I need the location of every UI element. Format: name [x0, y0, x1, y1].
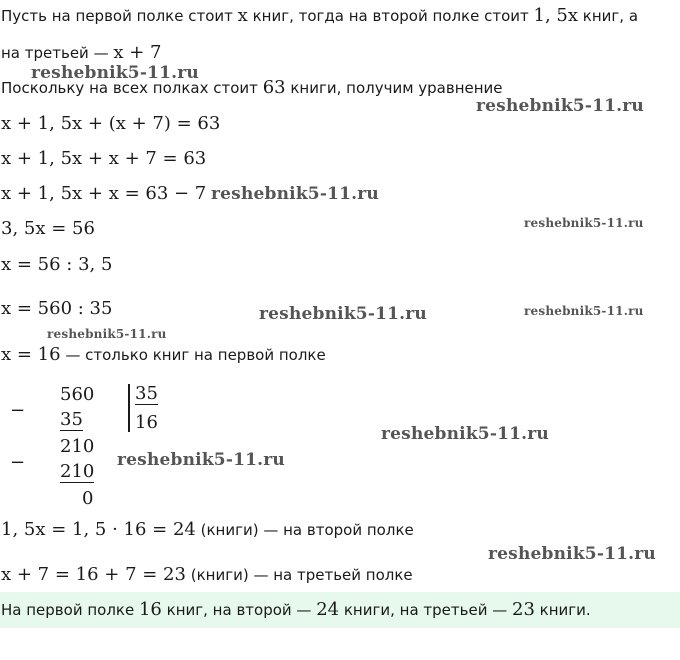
watermark: reshebnik5-11.ru	[524, 216, 644, 230]
divisor: 35	[135, 383, 158, 404]
watermark: reshebnik5-11.ru	[259, 304, 427, 324]
equation-5: x = 56 : 3, 5	[1, 254, 113, 275]
watermark: reshebnik5-11.ru	[211, 184, 379, 204]
math-third-shelf: x + 7	[113, 42, 162, 63]
total-line: Поскольку на всех полках стоит 63 книги, получим уравнение	[1, 77, 503, 98]
answer-box	[0, 592, 680, 628]
watermark: reshebnik5-11.ru	[381, 424, 549, 444]
subtrahend-1: 35	[60, 409, 83, 430]
watermark: reshebnik5-11.ru	[488, 544, 656, 564]
equation-4: 3, 5x = 56	[1, 218, 95, 239]
watermark: reshebnik5-11.ru	[117, 450, 285, 470]
math-x: x	[237, 5, 248, 26]
intro-line-1: Пусть на первой полке стоит x книг, тогда на второй полке стоит 1, 5x книг, а	[1, 5, 639, 26]
second-shelf-line: 1, 5x = 1, 5 · 16 = 24 (книги) — на второй полке	[1, 519, 414, 540]
dividend: 560	[60, 384, 95, 405]
equation-3: x + 1, 5x + x = 63 − 7	[1, 183, 207, 204]
final-remainder: 0	[82, 488, 94, 509]
intro-line-2: на третьей — x + 7	[1, 42, 162, 63]
subtrahend-2: 210	[60, 461, 95, 482]
math-second-shelf: 1, 5x	[533, 5, 579, 26]
equation-7: x = 16 — столько книг на первой полке	[1, 344, 326, 365]
watermark: reshebnik5-11.ru	[47, 327, 167, 341]
watermark: reshebnik5-11.ru	[476, 96, 644, 116]
division-vertical-bar	[128, 384, 130, 432]
remainder-1: 210	[60, 436, 95, 457]
third-shelf-line: x + 7 = 16 + 7 = 23 (книги) — на третьей полке	[1, 564, 413, 585]
equation-6: x = 560 : 35	[1, 298, 113, 319]
minus-sign-2: −	[10, 452, 26, 473]
watermark: reshebnik5-11.ru	[31, 63, 199, 83]
quotient: 16	[135, 412, 158, 433]
watermark: reshebnik5-11.ru	[524, 304, 644, 318]
answer-text: На первой полке 16 книг, на второй — 24 книги, на третьей — 23 книги.	[1, 599, 591, 620]
minus-sign-1: −	[10, 400, 26, 421]
equation-1: x + 1, 5x + (x + 7) = 63	[1, 113, 221, 134]
long-division	[0, 380, 200, 510]
equation-2: x + 1, 5x + x + 7 = 63	[1, 148, 207, 169]
